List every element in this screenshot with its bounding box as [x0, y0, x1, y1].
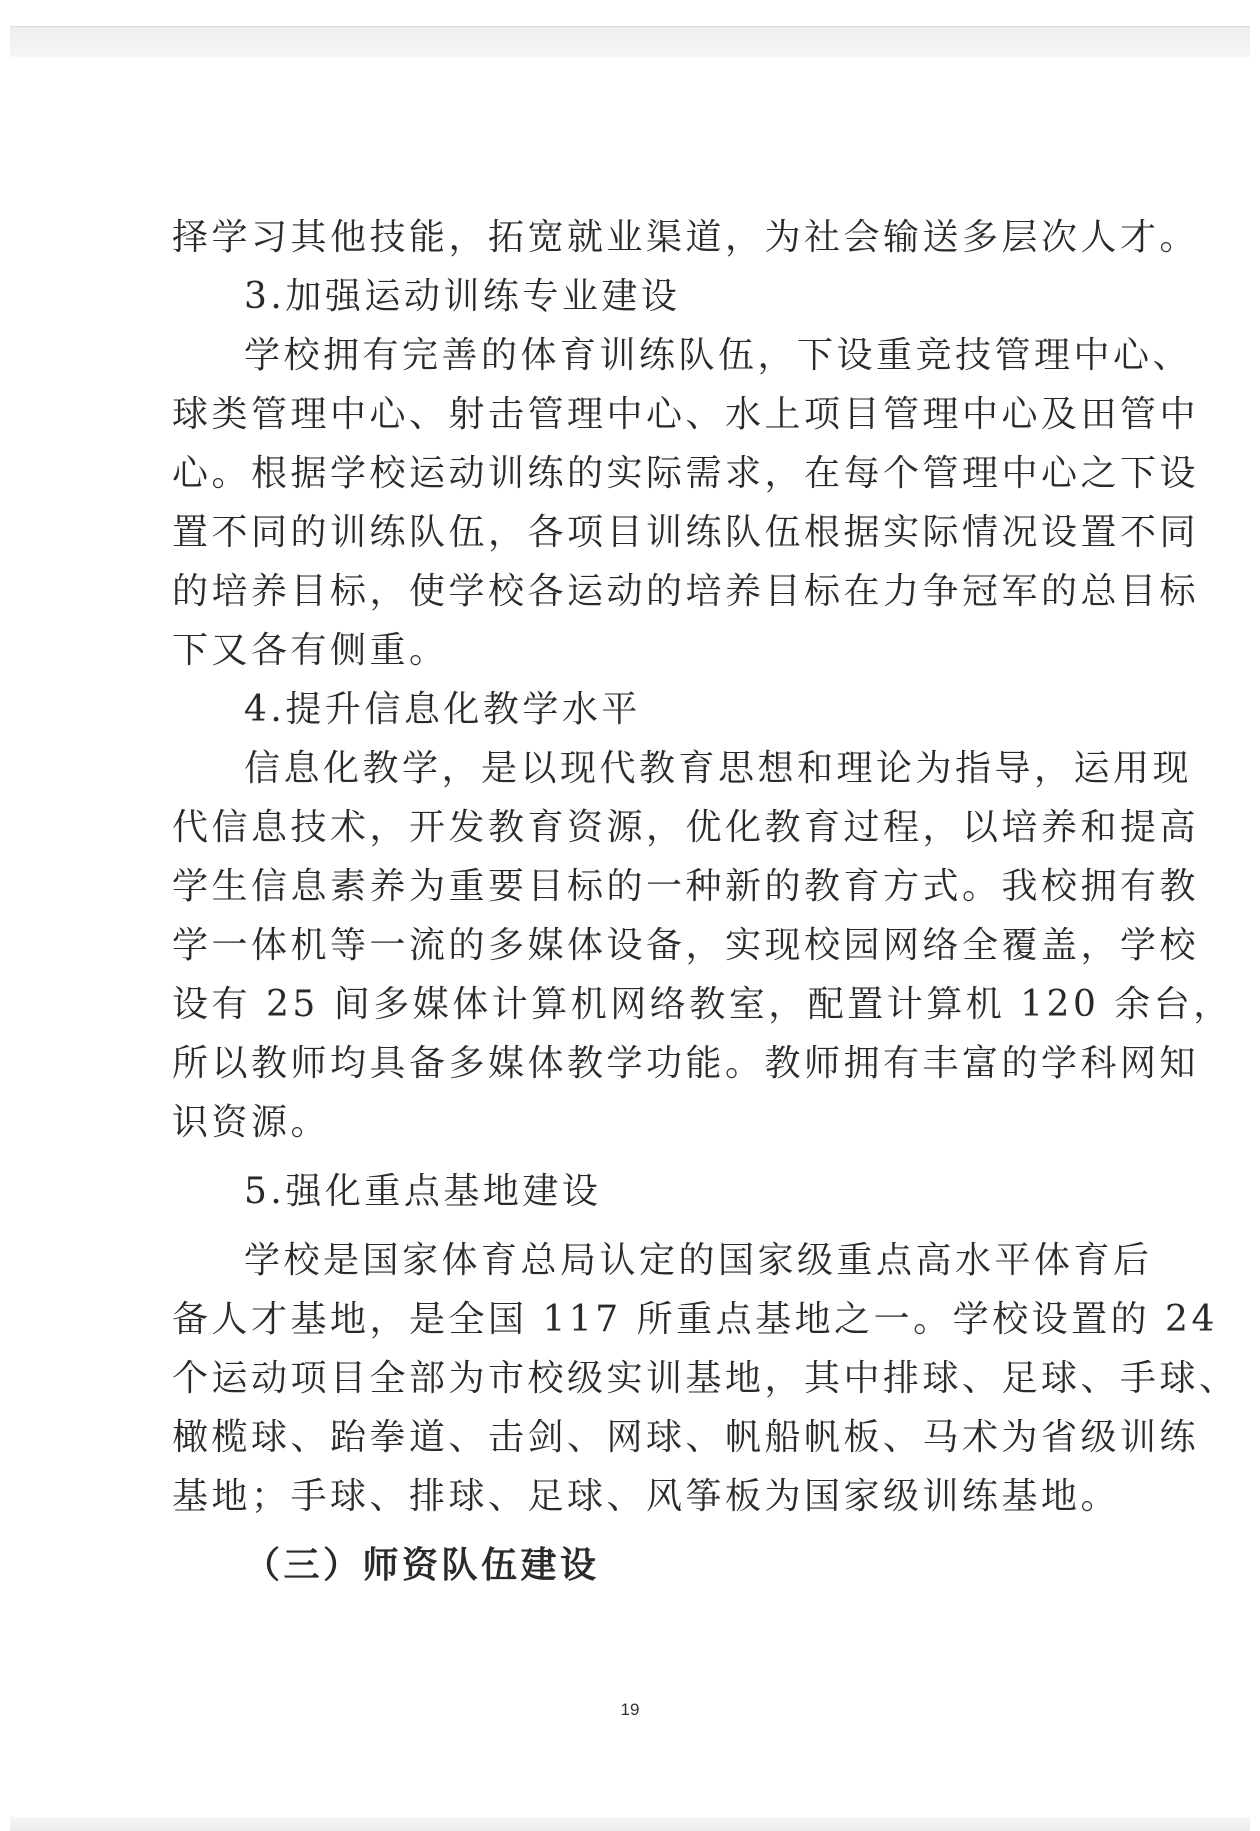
paragraph-start: 学校是国家体育总局认定的国家级重点高水平体育后 — [244, 1240, 1153, 1281]
section-heading-4: 4.提升信息化教学水平 — [244, 689, 641, 730]
text-line: 设有 25 间多媒体计算机网络教室，配置计算机 120 余台， — [172, 984, 1233, 1025]
text-line: 所以教师均具备多媒体教学功能。教师拥有丰富的学科网知 — [172, 1043, 1200, 1084]
text-line: 基地；手球、排球、足球、风筝板为国家级训练基地。 — [172, 1476, 1121, 1517]
text-line: 个运动项目全部为市校级实训基地，其中排球、足球、手球、 — [172, 1358, 1239, 1399]
chapter-heading-3: （三）师资队伍建设 — [244, 1544, 600, 1586]
body-text — [172, 208, 1239, 1595]
text-line: 球类管理中心、射击管理中心、水上项目管理中心及田管中 — [172, 394, 1200, 435]
text-line: 橄榄球、跆拳道、击剑、网球、帆船帆板、马术为省级训练 — [172, 1417, 1200, 1458]
text-line: 心。根据学校运动训练的实际需求，在每个管理中心之下设 — [172, 453, 1200, 494]
text-line: 识资源。 — [172, 1102, 331, 1143]
text-line: 备人才基地，是全国 117 所重点基地之一。学校设置的 24 — [172, 1299, 1218, 1340]
scan-edge-top — [10, 26, 1250, 57]
text-line: 的培养目标，使学校各运动的培养目标在力争冠军的总目标 — [172, 571, 1200, 612]
page-number: 19 — [620, 1700, 640, 1719]
text-line: 代信息技术，开发教育资源，优化教育过程，以培养和提高 — [172, 807, 1200, 848]
section-heading-3: 3.加强运动训练专业建设 — [244, 276, 681, 317]
paragraph-start: 信息化教学，是以现代教育思想和理论为指导，运用现 — [244, 748, 1193, 789]
section-heading-5: 5.强化重点基地建设 — [244, 1171, 602, 1212]
paragraph-start: 学校拥有完善的体育训练队伍，下设重竞技管理中心、 — [244, 335, 1193, 376]
text-line: 择学习其他技能，拓宽就业渠道，为社会输送多层次人才。 — [172, 217, 1200, 258]
text-line: 下又各有侧重。 — [172, 630, 449, 671]
scan-edge-bottom — [10, 1817, 1250, 1831]
text-line: 置不同的训练队伍，各项目训练队伍根据实际情况设置不同 — [172, 512, 1200, 553]
text-line: 学一体机等一流的多媒体设备，实现校园网络全覆盖，学校 — [172, 925, 1200, 966]
text-line: 学生信息素养为重要目标的一种新的教育方式。我校拥有教 — [172, 866, 1200, 907]
